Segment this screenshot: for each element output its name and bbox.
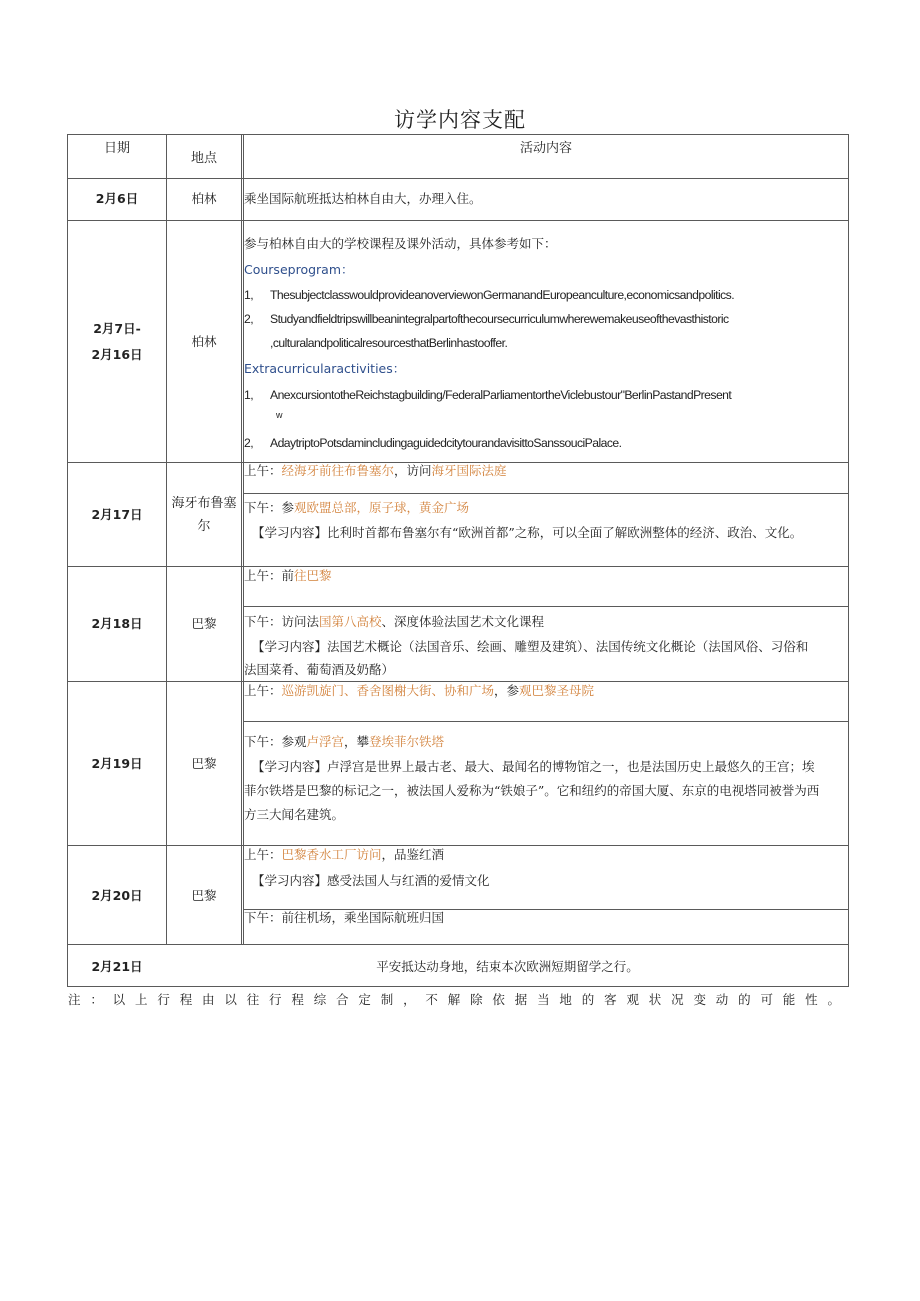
date-cell: 2月7日- [93, 321, 141, 336]
morning-activity [244, 462, 507, 480]
location-cell: 尔 [197, 519, 211, 534]
pm-text: 、深度体验法国艺术文化课程 [381, 614, 545, 629]
study-content: 法国菜肴、葡萄酒及奶酪） [244, 662, 395, 677]
pm-label: 下午：参 [244, 500, 295, 515]
location-cell: 巴黎 [191, 616, 217, 631]
location-cell: 巴黎 [191, 888, 217, 903]
study-content: 【学习内容】感受法国人与红酒的爱情文化 [252, 873, 490, 888]
am-highlight: 巴黎香水工厂访问 [281, 847, 382, 862]
table-border [848, 134, 849, 987]
list-item: ,culturalandpoliticalresourcesthatBerlinhastooffer. [270, 336, 508, 350]
date-cell: 2月17日 [91, 507, 143, 522]
study-content: 【学习内容】卢浮宫是世界上最古老、最大、最闻名的博物馆之一，也是法国历史上最悠久的王宫；埃 [252, 759, 815, 774]
pm-highlight: 国第八高校 [319, 614, 382, 629]
extracurricular-heading: Extracurricularactivities： [244, 361, 406, 376]
itinerary-note: 注：以上行程由以往行程综合定制，不解除依据当地的客观状况变动的可能性。 [68, 992, 840, 1007]
table-border [67, 566, 849, 567]
activity-text: 乘坐国际航班抵达柏林自由大，办理入住。 [244, 191, 482, 206]
am-highlight: 海牙国际法庭 [431, 463, 507, 478]
location-cell: 巴黎 [191, 756, 217, 771]
header-date: 日期 [103, 141, 130, 156]
list-number: 2, [244, 436, 254, 450]
table-border [67, 178, 849, 179]
study-content: 【学习内容】法国艺术概论（法国音乐、绘画、雕塑及建筑）、法国传统文化概论（法国风俗、习俗和 [252, 639, 809, 654]
list-item: ThesubjectclasswouldprovideanoverviewonGermanandEuropeanculture,economicsandpolitics. [270, 288, 735, 302]
afternoon-activity: 下午：前往机场，乘坐国际航班归国 [244, 910, 445, 925]
date-cell: 2月6日 [95, 191, 139, 206]
am-highlight: 经海牙前往布鲁塞尔 [281, 463, 395, 478]
date-cell: 2月20日 [91, 888, 143, 903]
activity-text: 平安抵达动身地，结束本次欧洲短期留学之行。 [376, 959, 639, 974]
am-text: ，品鉴红酒 [381, 847, 445, 862]
pm-label: 下午：参观 [244, 734, 307, 749]
am-label: 上午： [244, 463, 282, 478]
am-highlight: 观巴黎圣母院 [519, 683, 595, 698]
list-item: AdaytriptoPotsdamincludingaguidedcitytourandavisittoSanssouciPalace. [270, 436, 622, 450]
study-content: 【学习内容】比利时首都布鲁塞尔有“欧洲首都”之称，可以全面了解欧洲整体的经济、政治、文化。 [252, 525, 803, 540]
date-cell: 2月16日 [91, 347, 143, 362]
table-border [243, 493, 849, 494]
list-item: w [276, 410, 282, 420]
table-border [67, 986, 849, 987]
am-text: ，参 [494, 683, 520, 698]
am-highlight: 巡游凯旋门、香舍图榭大街、协和广场 [281, 683, 495, 698]
pm-text: ，攀 [344, 734, 370, 749]
list-number: 2, [244, 312, 254, 326]
header-location: 地点 [190, 151, 217, 166]
activity-text: 参与柏林自由大的学校课程及课外活动，具体参考如下： [244, 236, 557, 251]
table-border [241, 134, 242, 944]
table-border [67, 134, 68, 987]
list-item: AnexcursiontotheReichstagbuilding/FederalParliamentortheViclebustour"BerlinPastandPresent [270, 388, 732, 402]
header-activity: 活动内容 [519, 141, 572, 156]
am-label: 上午： [244, 683, 282, 698]
afternoon-activity [244, 613, 544, 631]
list-item: Studyandfieldtripswillbeanintegralpartofthecoursecurriculumwherewemakeuseofthevasthistoric [270, 312, 729, 326]
date-cell: 2月21日 [91, 959, 143, 974]
table-border [243, 606, 849, 607]
table-border [67, 220, 849, 221]
table-border [166, 134, 167, 944]
study-content: 菲尔铁塔是巴黎的标记之一，被法国人爱称为“铁娘子”。它和纽约的帝国大厦、东京的电视塔同被誉为西 [244, 783, 820, 798]
morning-activity [244, 846, 444, 864]
page-title: 访学内容支配 [394, 108, 526, 132]
morning-activity [244, 682, 594, 700]
morning-activity [244, 567, 332, 585]
location-cell: 柏林 [191, 191, 217, 206]
am-text: ，访问 [394, 463, 432, 478]
date-cell: 2月18日 [91, 616, 143, 631]
pm-label: 下午：访问法 [244, 614, 320, 629]
table-border [67, 845, 849, 846]
study-content: 方三大闻名建筑。 [244, 807, 345, 822]
table-border [67, 944, 849, 945]
table-border [243, 721, 849, 722]
am-highlight: 往巴黎 [294, 568, 332, 583]
am-label: 上午： [244, 847, 282, 862]
list-number: 1, [244, 288, 254, 302]
afternoon-activity [244, 499, 469, 517]
table-border [67, 134, 849, 135]
pm-highlight: 观欧盟总部，原子球，黄金广场 [294, 500, 470, 515]
location-cell: 柏林 [191, 334, 217, 349]
location-cell: 海牙布鲁塞 [171, 496, 237, 511]
pm-highlight: 登埃菲尔铁塔 [369, 734, 445, 749]
course-program-heading: Courseprogram： [244, 262, 354, 277]
list-number: 1, [244, 388, 254, 402]
pm-highlight: 卢浮宫 [306, 734, 345, 749]
date-cell: 2月19日 [91, 756, 143, 771]
afternoon-activity [244, 733, 444, 751]
am-label: 上午：前 [244, 568, 295, 583]
